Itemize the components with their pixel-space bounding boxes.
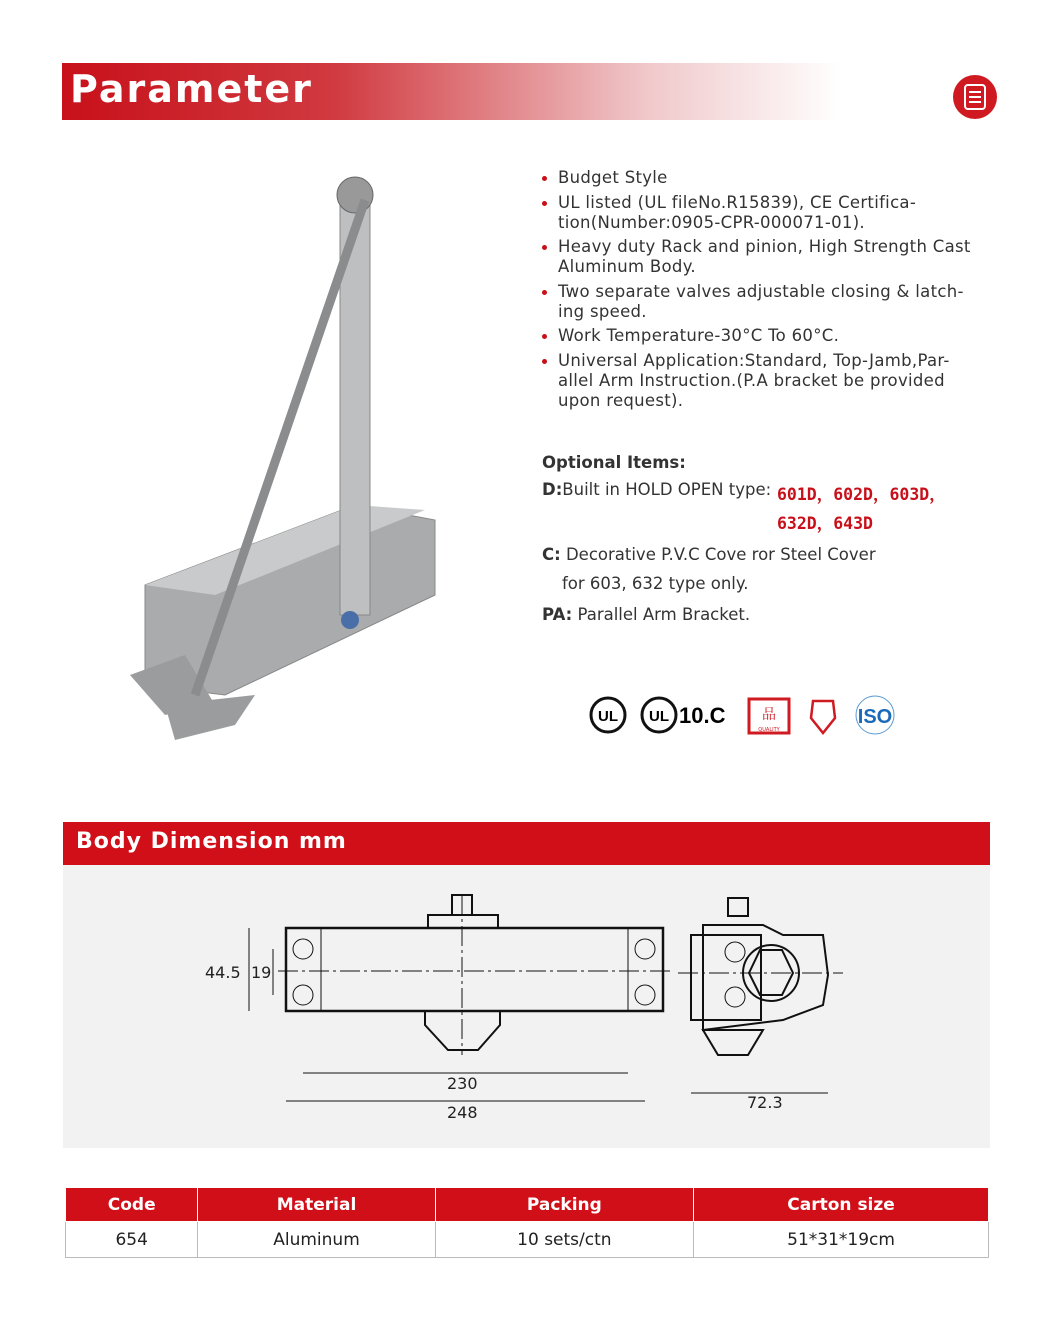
- door-closer-image: [125, 175, 445, 755]
- cell-code: 654: [66, 1222, 198, 1258]
- pa-text: Parallel Arm Bracket.: [572, 605, 751, 624]
- section-header: Body Dimension mm: [63, 822, 990, 865]
- ulc-logo: [642, 698, 726, 732]
- feature-item: Budget Style: [542, 168, 982, 188]
- document-list-icon: [953, 75, 997, 119]
- feature-item: Heavy duty Rack and pinion, High Strength Cast Aluminum Body.: [542, 237, 982, 277]
- d-codes: 601D，602D，603D，: [777, 485, 946, 504]
- feature-item: UL listed (UL fileNo.R15839), CE Certifica-tion(Number:0905-CPR-000071-01).: [542, 193, 982, 233]
- column-header: Material: [198, 1188, 435, 1222]
- feature-list: [542, 168, 982, 415]
- menu-button[interactable]: [953, 75, 997, 119]
- column-header: Packing: [435, 1188, 694, 1222]
- c-label: C:: [542, 545, 561, 564]
- svg-text:ISO: ISO: [857, 706, 893, 728]
- optional-title: Optional Items:: [542, 453, 686, 472]
- feature-item: Universal Application:Standard, Top-Jamb,Par-allel Arm Instruction.(P.A bracket be provided upon request).: [542, 351, 982, 411]
- c-text: for 603, 632 type only.: [562, 574, 749, 593]
- spec-table: [65, 1187, 989, 1258]
- feature-item: Two separate valves adjustable closing & latch-ing speed.: [542, 282, 982, 322]
- cell-material: Aluminum: [198, 1222, 435, 1258]
- parameter-header: [62, 63, 842, 120]
- svg-text:UL: UL: [598, 708, 618, 725]
- dimension-length-total: 248: [447, 1103, 478, 1122]
- svg-text:QUALITY: QUALITY: [758, 727, 780, 733]
- dimension-drawing: [63, 865, 990, 1148]
- column-header: Carton size: [694, 1188, 989, 1222]
- dimension-depth: 72.3: [747, 1093, 783, 1112]
- pa-label: PA:: [542, 605, 573, 624]
- svg-text:UL: UL: [649, 708, 669, 725]
- svg-text:10.C: 10.C: [679, 703, 726, 728]
- column-header: Code: [66, 1188, 198, 1222]
- svg-text:品: 品: [762, 707, 776, 723]
- fire-shield-logo: [811, 701, 835, 733]
- dimension-height-inner: 19: [251, 963, 272, 982]
- cell-packing: 10 sets/ctn: [435, 1222, 694, 1258]
- page-title: Parameter: [70, 67, 313, 111]
- feature-item: Work Temperature-30°C To 60°C.: [542, 326, 982, 346]
- dimension-height-total: 44.5: [205, 963, 241, 982]
- certification-logos: [588, 693, 908, 738]
- d-codes: 632D，643D: [777, 514, 873, 533]
- table-row: [66, 1222, 989, 1258]
- ul-logo: [591, 698, 625, 732]
- d-label: D:: [542, 480, 563, 499]
- dimension-length-inner: 230: [447, 1074, 478, 1093]
- cell-carton-size: 51*31*19cm: [694, 1222, 989, 1258]
- iso-logo: [856, 696, 894, 734]
- d-text: Built in HOLD OPEN type:: [562, 480, 772, 499]
- c-text: Decorative P.V.C Cove ror Steel Cover: [560, 545, 876, 564]
- quality-logo: [749, 699, 789, 733]
